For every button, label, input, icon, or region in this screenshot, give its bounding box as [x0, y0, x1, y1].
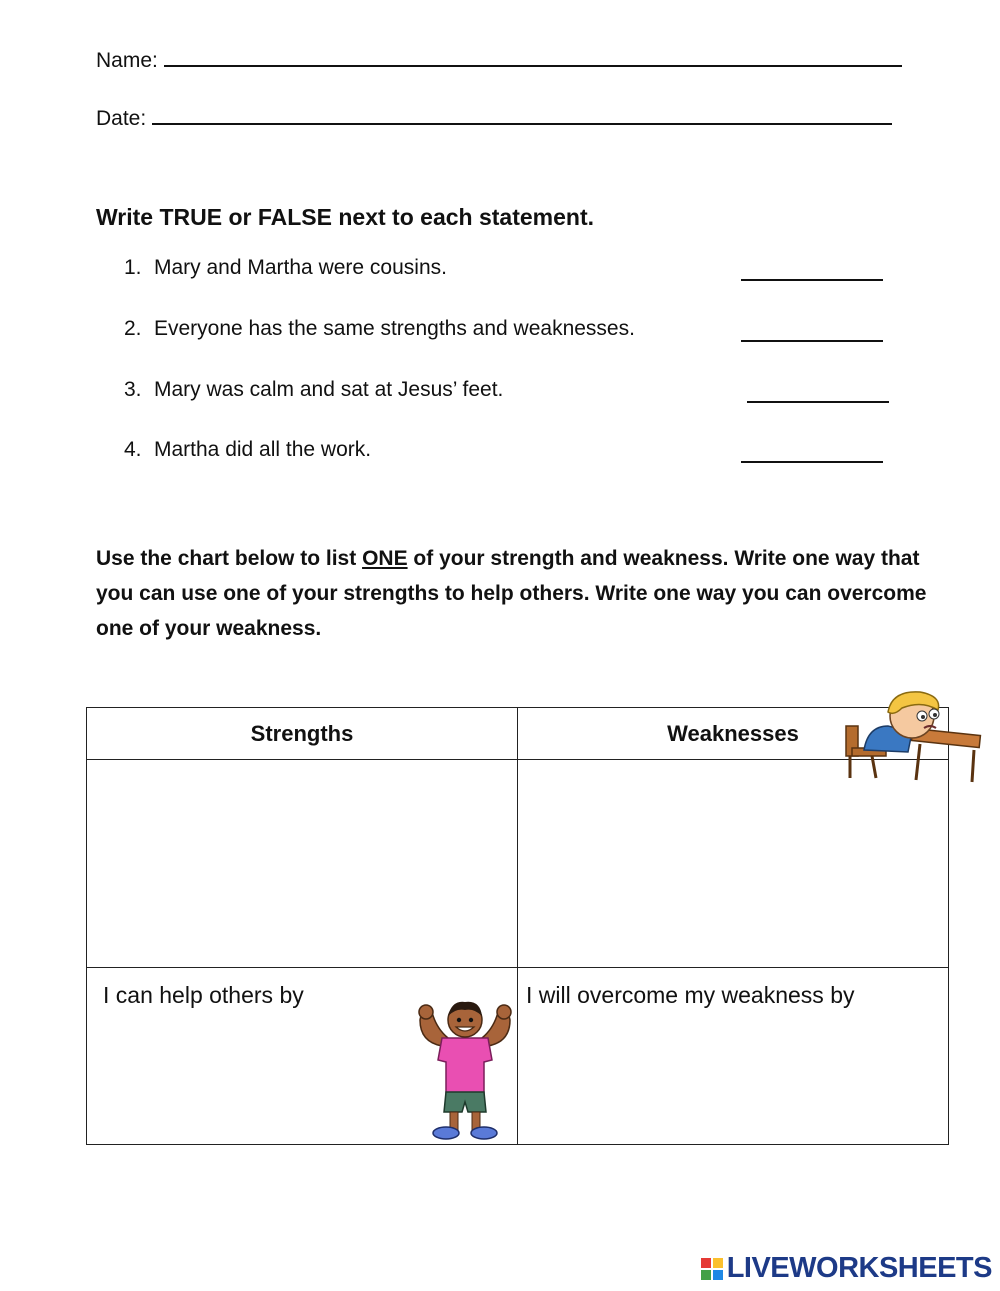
- date-field-row: [96, 105, 892, 131]
- answer-blank-4[interactable]: [741, 461, 883, 463]
- instructions-emphasis: ONE: [362, 547, 408, 570]
- strong-boy-illustration: [412, 998, 518, 1144]
- overcome-weakness-prompt: I will overcome my weakness by: [526, 982, 855, 1008]
- weaknesses-header: Weaknesses: [518, 708, 949, 760]
- strengths-answer-cell[interactable]: [87, 760, 518, 968]
- statement-2: [124, 317, 635, 341]
- overcome-weakness-cell[interactable]: [518, 968, 949, 1145]
- statement-4: [124, 438, 371, 462]
- statement-3: [124, 378, 503, 402]
- name-input-line[interactable]: [164, 47, 902, 67]
- answer-blank-1[interactable]: [741, 279, 883, 281]
- statement-text: Everyone has the same strengths and weaknesses.: [154, 317, 635, 340]
- answer-blank-2[interactable]: [741, 340, 883, 342]
- statement-text: Mary was calm and sat at Jesus’ feet.: [154, 378, 504, 401]
- statement-number: 4.: [124, 438, 142, 461]
- instructions-text-2: of your strength and weakness. Write one way that you can use one of your strengths to help others. Write one way you can overcome one of your weakness.: [96, 547, 927, 640]
- statement-number: 3.: [124, 378, 142, 401]
- chart-instructions: [96, 541, 956, 646]
- instructions-text-1: Use the chart below to list: [96, 547, 363, 570]
- statement-text: Martha did all the work.: [154, 438, 372, 461]
- logo-blocks-icon: [701, 1258, 723, 1280]
- statement-1: [124, 256, 447, 280]
- name-label: Name:: [96, 49, 158, 72]
- strengths-header: Strengths: [87, 708, 518, 760]
- statement-number: 1.: [124, 256, 142, 279]
- girl-at-desk-illustration: [842, 686, 982, 786]
- logo-text: LIVEWORKSHEETS: [726, 1252, 992, 1284]
- weaknesses-answer-cell[interactable]: [518, 760, 949, 968]
- true-false-heading: Write TRUE or FALSE next to each statement.: [96, 204, 595, 230]
- liveworksheets-logo: [701, 1252, 992, 1285]
- statement-text: Mary and Martha were cousins.: [154, 256, 447, 279]
- name-field-row: [96, 47, 902, 73]
- date-input-line[interactable]: [152, 105, 892, 125]
- date-label: Date:: [96, 107, 147, 130]
- statement-number: 2.: [124, 317, 142, 340]
- answer-blank-3[interactable]: [747, 401, 889, 403]
- help-others-prompt: I can help others by: [103, 982, 304, 1008]
